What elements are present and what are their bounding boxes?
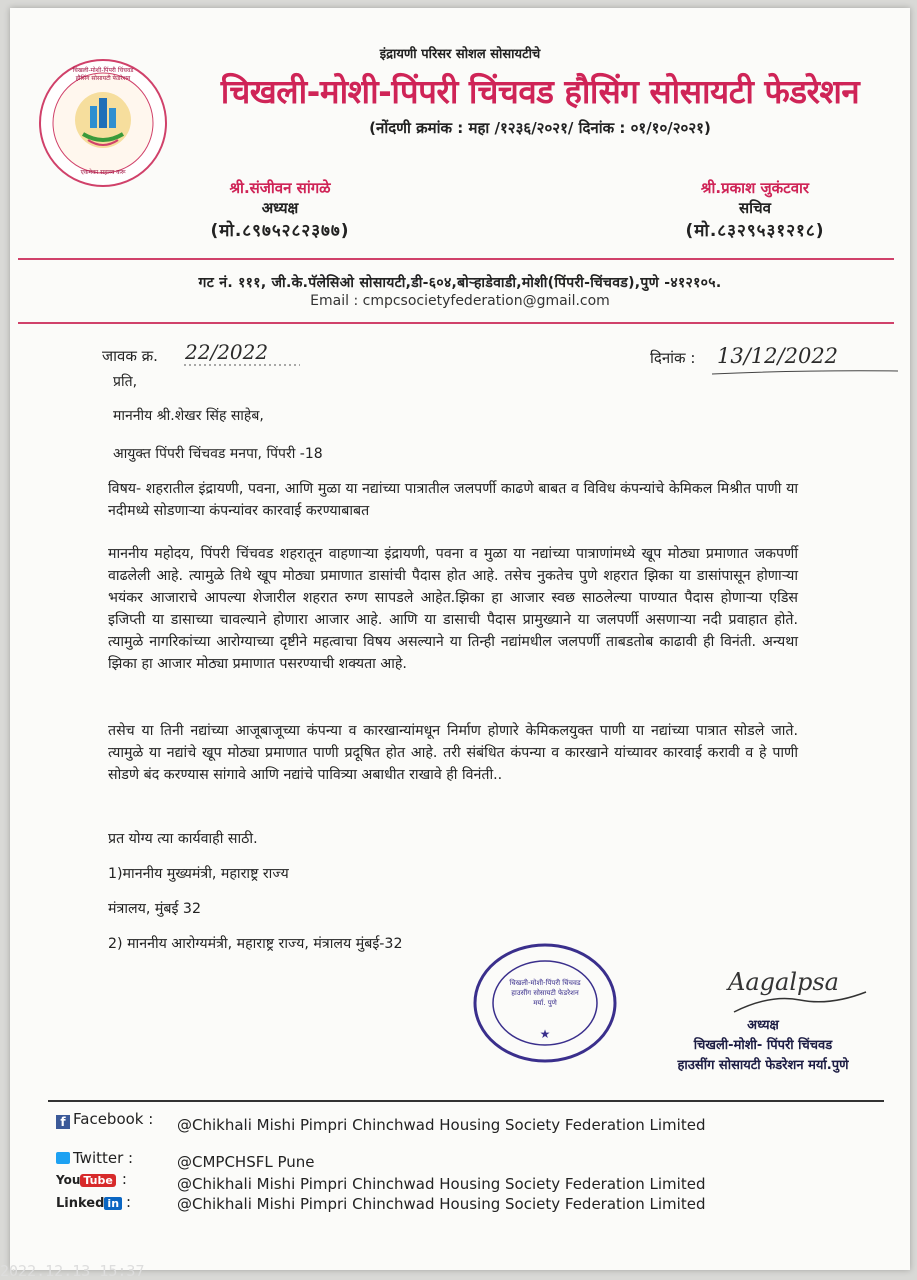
signature-role: अध्यक्ष [747, 1018, 779, 1033]
linkedin-label: Linked in : [56, 1193, 132, 1211]
ref-underline [182, 362, 302, 368]
linkedin-icon: in [104, 1197, 122, 1210]
president-role: अध्यक्ष [261, 199, 299, 217]
copy-recipient-2: 2) माननीय आरोग्यमंत्री, महाराष्ट्र राज्य, मंत्रालय मुंबई-32 [108, 936, 403, 952]
photo-timestamp: 2022.12.13 15:37 [0, 1262, 145, 1280]
subject-line: विषय- शहरातील इंद्रायणी, पवना, आणि मुळा या नद्यांच्या पात्रातील जलपर्णी काढणे बाबत व विविध कंपन्यांचे केमिकल मिश्रीत पाणी या नदीमध्ये सोडणाऱ्या कंपन्यांवर कारवाई करण्याबाबत [108, 481, 798, 519]
copy-heading: प्रत योग्य त्या कार्यवाही साठी. [108, 831, 258, 847]
facebook-handle: @Chikhali Mishi Pimpri Chinchwad Housing Society Federation Limited [177, 1116, 706, 1134]
president-name: श्री.संजीवन सांगळे [229, 179, 331, 197]
stamp-text: चिखली-मोशी-पिंपरी चिंचवड हाउसींग सोसायटी फेडरेशन मर्या. पुणे [509, 979, 581, 1007]
to-label: प्रति, [113, 374, 138, 390]
recipient-name: माननीय श्री.शेखर सिंह साहेब, [113, 408, 264, 424]
ref-label: जावक क्र. [102, 347, 158, 365]
copy-recipient-1: 1)माननीय मुख्यमंत्री, महाराष्ट्र राज्य [108, 866, 289, 882]
youtube-label: You Tube : [56, 1170, 127, 1188]
org-title: चिखली-मोशी-पिंपरी चिंचवड हौसिंग सोसायटी फेडरेशन [220, 72, 860, 111]
twitter-label: Twitter : [56, 1149, 133, 1167]
footer-rule [48, 1100, 884, 1102]
twitter-handle: @CMPCHSFL Pune [177, 1153, 315, 1171]
youtube-icon: Tube [80, 1174, 115, 1187]
secretary-phone: (मो.८३२९५३१२१८) [685, 221, 825, 241]
signature-stroke [730, 986, 870, 1016]
logo-motto: एकमेका सहाय्य करू [80, 169, 126, 176]
copy-recipient-1-address: मंत्रालय, मुंबई 32 [108, 901, 201, 917]
ref-number: 22/2022 [185, 340, 269, 364]
signature-org-line-1: चिखली-मोशी- पिंपरी चिंचवड [693, 1038, 833, 1053]
secretary-block [640, 178, 870, 241]
address-line: गट नं. १११, जी.के.पॅलेसिओ सोसायटी,डी-६०४,बोऱ्हाडेवाडी,मोशी(पिंपरी-चिंचवड),पुणे -४१२१०५. [198, 275, 722, 291]
linkedin-handle: @Chikhali Mishi Pimpri Chinchwad Housing Society Federation Limited [177, 1195, 706, 1213]
org-kicker: इंद्रायणी परिसर सोशल सोसायटीचे [379, 47, 541, 62]
secretary-role: सचिव [739, 199, 771, 217]
header-rule-bottom [18, 322, 894, 324]
email-line: Email : cmpcsocietyfederation@gmail.com [310, 293, 610, 309]
date-value: 13/12/2022 [717, 344, 839, 368]
president-phone: (मो.८९७५२८२३७७) [210, 221, 350, 241]
body-paragraph-2: तसेच या तिनी नद्यांच्या आजूबाजूच्या कंपन्या व कारखान्यांमधून निर्माण होणारे केमिकलयुक्त पाणी या नद्यांच्या पात्रात सोडले जाते. त्यामुळे या नद्यांचे खूप मोठ्या प्रमाणात पाणी प्रदूषित होत आहे. तरी संबंधित कंपन्या व कारखाने यांच्यावर कारवाई करावी व हे पाणी सोडणे बंद करण्यास सांगावे आणि नद्यांचे पावित्र्या अबाधीत राखावे ही विनंती.. [108, 723, 798, 783]
body-paragraph-1: माननीय महोदय, पिंपरी चिंचवड शहरातून वाहणाऱ्या इंद्रायणी, पवना व मुळा या नद्यांच्या पात्राणांमध्ये खूप मोठ्या प्रमाणात जकपर्णी वाढलेली आहे. त्यामुळे तिथे खूप मोठ्या प्रमाणात डासांची पैदास होत आहे. तसेच नुकतेच पुणे शहरात झिका या डासांपासून होणाऱ्या भयंकर आजाराचे आपल्या शेजारील शहरात रुग्ण सापडले आहेत.झिका हा आजार स्वछ साठलेल्या पाण्यात पैदास होणाऱ्या एडिस इजिप्ती या डासाच्या चावल्याने होणारा आजार आहे. आणि या डासाची पैदास प्रामुख्याने या जलपर्णी असणाऱ्या नदी प्रवाहात होते. त्यामुळे नागरिकांच्या आरोग्याच्या दृष्टीने महत्वाचा विषय असल्याने या तिन्ही नद्यांमधील जलपर्णी ताबडतोब काढावी ही विनंती. अन्यथा झिका हा आजार मोठ्या प्रमाणात पसरण्याची शक्यता आहे. [108, 546, 798, 672]
date-underline [710, 368, 900, 376]
signature-org-line-2: हाउसींग सोसायटी फेडरेशन मर्या.पुणे [677, 1058, 849, 1073]
facebook-icon: f [56, 1115, 70, 1129]
signature-scrawl: Aagalpsa [728, 968, 839, 996]
letterhead-page [10, 8, 910, 1270]
logo-ring-text: चिखली-मोशी-पिंपरी चिंचवड हौसिंग सोसायटी फेडरेशन [72, 67, 134, 82]
twitter-icon [56, 1152, 70, 1164]
signature-block [628, 1016, 898, 1076]
youtube-handle: @Chikhali Mishi Pimpri Chinchwad Housing Society Federation Limited [177, 1175, 706, 1193]
president-block [180, 178, 380, 241]
registration-line: (नोंदणी क्रमांक : महा /१२३६/२०२१/ दिनांक : ०१/१०/२०२१) [369, 119, 711, 137]
secretary-name: श्री.प्रकाश जुकंटवार [700, 179, 810, 197]
facebook-label: f Facebook : [56, 1110, 153, 1129]
recipient-office: आयुक्त पिंपरी चिंचवड मनपा, पिंपरी -18 [113, 446, 323, 462]
date-label: दिनांक : [650, 349, 696, 367]
header-rule-top [18, 258, 894, 260]
svg-text:★: ★ [539, 1027, 551, 1041]
